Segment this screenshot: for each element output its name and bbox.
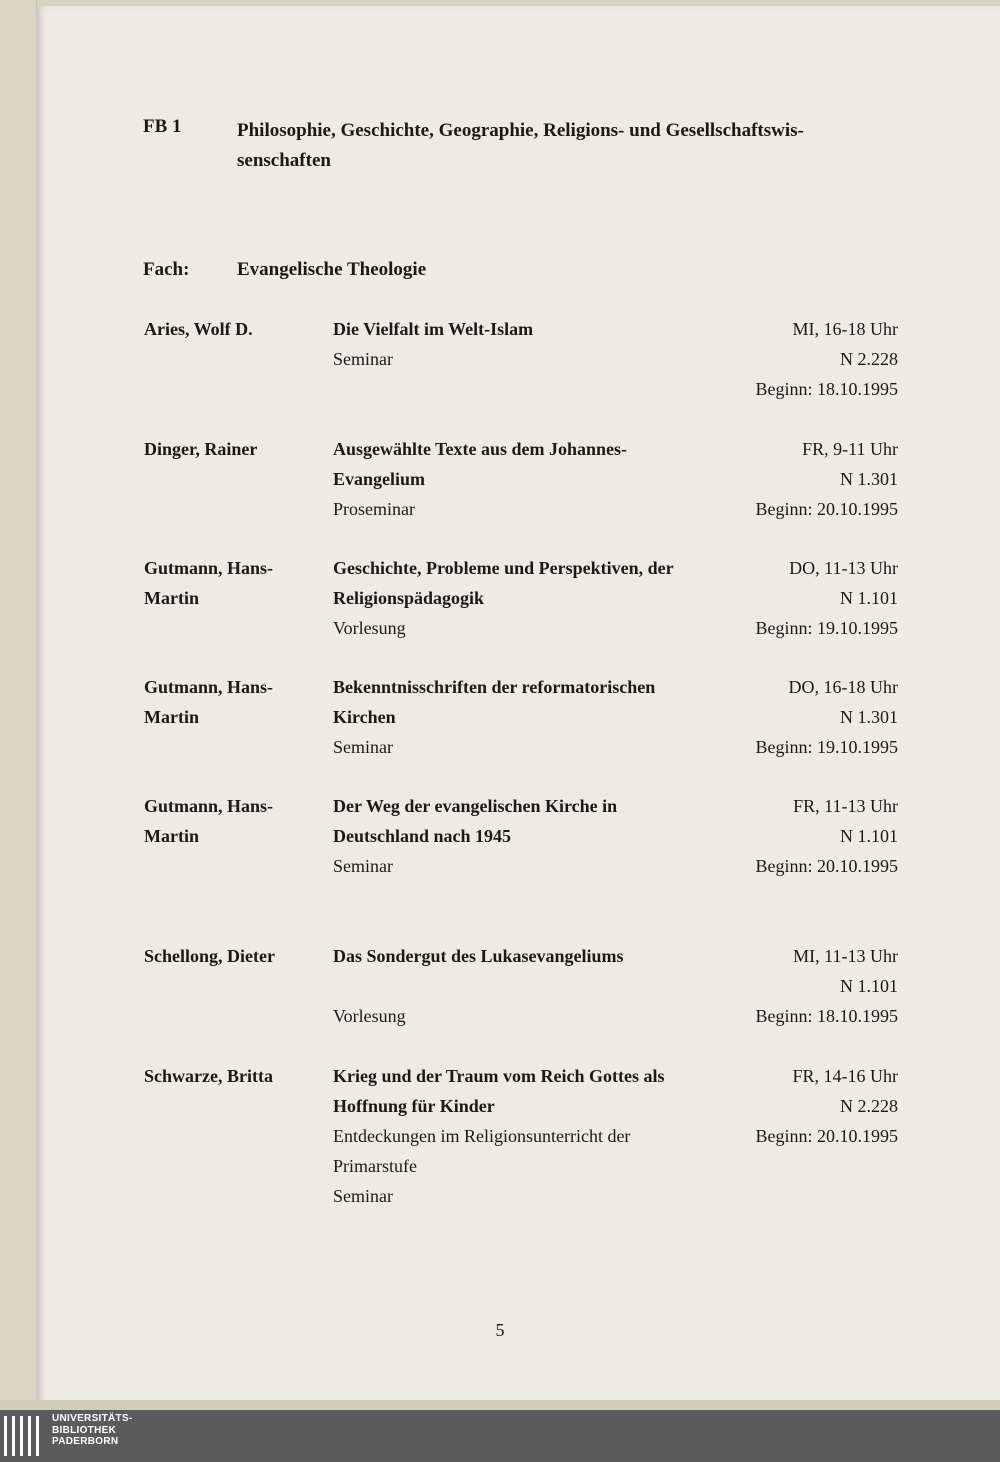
course-schedule	[678, 1061, 898, 1151]
spacer	[333, 971, 713, 1001]
course-start: Beginn: 19.10.1995	[755, 618, 898, 638]
course-title: Bekenntnisschriften der reformatorischen Kirchen	[333, 677, 656, 727]
course-title: Das Sondergut des Lukasevangeliums	[333, 946, 624, 966]
course-time: FR, 9-11 Uhr	[802, 439, 898, 459]
course-schedule	[678, 941, 898, 1031]
course-start: Beginn: 19.10.1995	[755, 737, 898, 757]
course-title: Krieg und der Traum vom Reich Gottes als Hoffnung für Kinder	[333, 1066, 665, 1116]
course-type: Proseminar	[333, 499, 415, 519]
course-lecturer: Schwarze, Britta	[144, 1066, 273, 1086]
course-title: Der Weg der evangelischen Kirche in Deutschland nach 1945	[333, 796, 618, 846]
logo-line: UNIVERSITÄTS-	[52, 1413, 133, 1424]
logo-bars-icon	[4, 1416, 44, 1456]
page-number: 5	[495, 1320, 505, 1340]
course-lecturer: Schellong, Dieter	[144, 946, 275, 966]
course-room: N 1.301	[840, 707, 898, 727]
binding-edge	[0, 0, 37, 1410]
course-time: DO, 16-18 Uhr	[788, 677, 898, 697]
course-schedule	[678, 791, 898, 881]
course-start: Beginn: 20.10.1995	[755, 499, 898, 519]
course-type: Seminar	[333, 737, 393, 757]
course-info	[333, 434, 673, 524]
course-title: Geschichte, Probleme und Perspektiven, der Religionspädagogik	[333, 558, 674, 608]
course-info	[333, 941, 713, 1031]
course-info	[333, 553, 688, 643]
course-lecturer: Gutmann, Hans-Martin	[144, 796, 274, 846]
logo-line: BIBLIOTHEK	[52, 1424, 117, 1436]
course-time: MI, 16-18 Uhr	[792, 319, 898, 339]
page-bottom-edge	[0, 1400, 1000, 1410]
faculty-number: FB 1	[143, 116, 182, 137]
course-info	[333, 1061, 678, 1211]
course-time: FR, 11-13 Uhr	[793, 796, 898, 816]
course-info	[333, 672, 703, 762]
course-start: Beginn: 20.10.1995	[755, 856, 898, 876]
course-title: Ausgewählte Texte aus dem Johannes- Evangelium	[333, 439, 628, 489]
subject-value: Evangelische Theologie	[237, 259, 427, 280]
course-time: DO, 11-13 Uhr	[789, 558, 898, 578]
course-lecturer: Dinger, Rainer	[144, 439, 258, 459]
logo-line: PADERBORN	[52, 1436, 119, 1447]
course-type: Vorlesung	[333, 1006, 406, 1026]
course-time: MI, 11-13 Uhr	[793, 946, 898, 966]
logo-text	[52, 1413, 172, 1448]
course-time: FR, 14-16 Uhr	[792, 1066, 898, 1086]
course-room: N 2.228	[840, 1096, 898, 1116]
course-type: Seminar	[333, 349, 393, 369]
course-room: N 1.301	[840, 469, 898, 489]
course-room: N 1.101	[840, 826, 898, 846]
course-start: Beginn: 18.10.1995	[755, 1006, 898, 1026]
course-info	[333, 791, 663, 881]
course-lecturer: Gutmann, Hans-Martin	[144, 677, 274, 727]
course-info	[333, 314, 693, 374]
course-lecturer: Gutmann, Hans-Martin	[144, 558, 274, 608]
course-schedule	[678, 434, 898, 524]
course-room: N 1.101	[840, 588, 898, 608]
subject-label: Fach:	[143, 259, 190, 280]
course-room: N 1.101	[840, 976, 898, 996]
course-start: Beginn: 20.10.1995	[755, 1126, 898, 1146]
course-title: Die Vielfalt im Welt-Islam	[333, 319, 534, 339]
course-room: N 2.228	[840, 349, 898, 369]
course-schedule	[678, 672, 898, 762]
course-lecturer: Aries, Wolf D.	[144, 319, 253, 339]
course-type: Seminar	[333, 1186, 393, 1206]
course-type: Seminar	[333, 856, 393, 876]
course-schedule	[678, 314, 898, 404]
course-start: Beginn: 18.10.1995	[755, 379, 898, 399]
faculty-title: Philosophie, Geschichte, Geographie, Religions- und Gesellschaftswis- senschaften	[237, 120, 804, 171]
course-schedule	[678, 553, 898, 643]
course-subtitle: Entdeckungen im Religionsunterricht der Primarstufe	[333, 1126, 631, 1176]
course-type: Vorlesung	[333, 618, 406, 638]
